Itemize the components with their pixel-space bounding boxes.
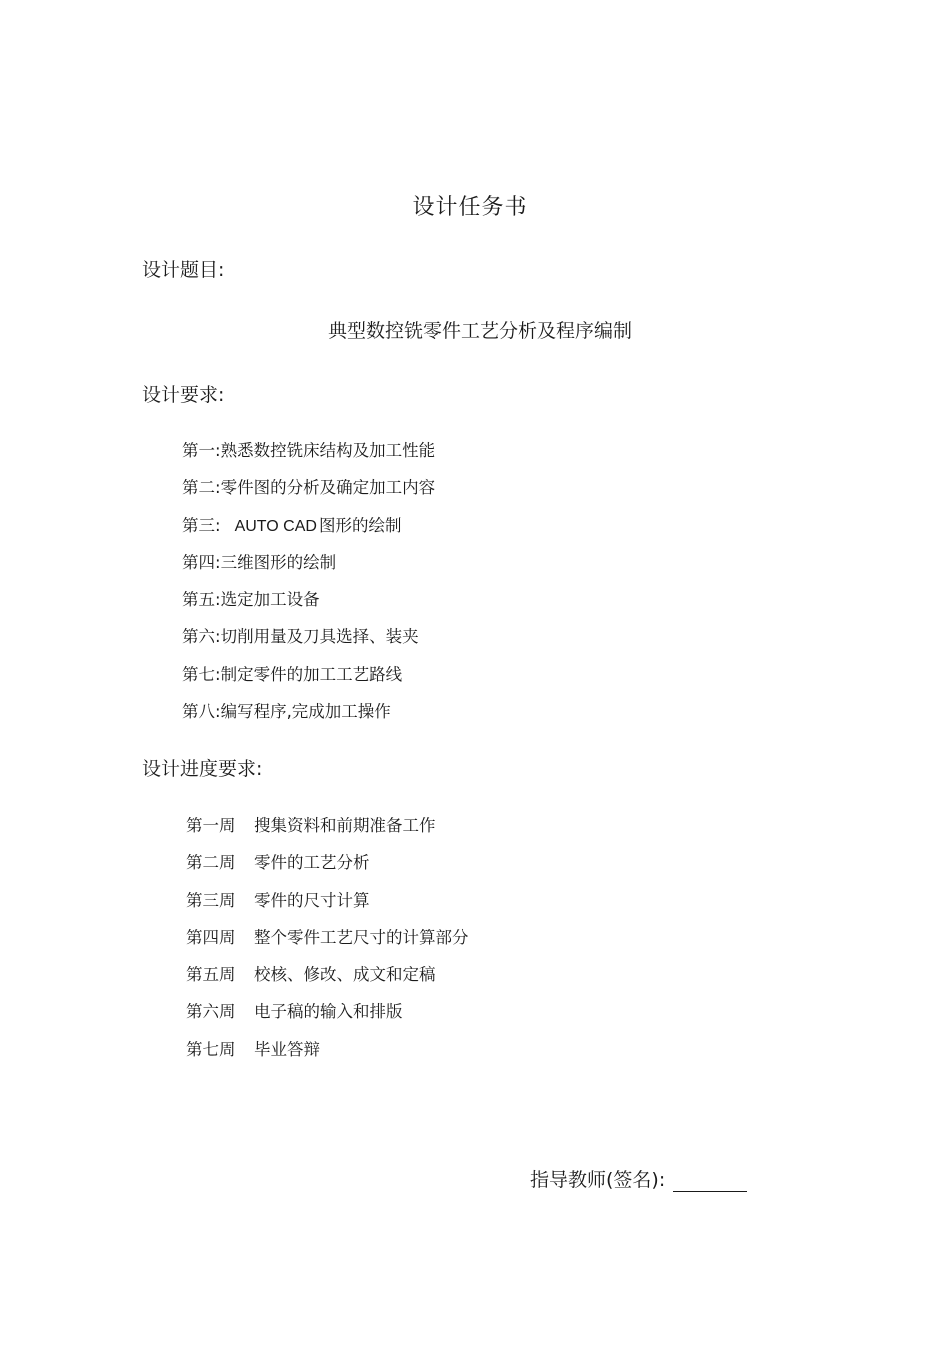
requirement-text: 制定零件的加工工艺路线: [220, 664, 403, 684]
schedule-task: 零件的工艺分析: [254, 853, 370, 873]
requirement-item: [182, 512, 435, 549]
requirements-heading: 设计要求:: [142, 384, 225, 406]
schedule-heading: 设计进度要求:: [142, 758, 263, 780]
schedule-task: 整个零件工艺尺寸的计算部分: [254, 927, 469, 947]
requirement-item: [182, 586, 435, 623]
requirement-label: 第一:: [182, 441, 221, 460]
requirement-label: 第三:: [182, 515, 221, 535]
schedule-item: [186, 812, 469, 849]
schedule-item: [186, 1036, 469, 1073]
requirement-item: [182, 474, 435, 511]
requirement-text: 选定加工设备: [220, 590, 320, 610]
schedule-week: 第一周: [186, 816, 236, 835]
requirement-text: 图形的绘制: [318, 515, 402, 535]
requirements-list: [182, 437, 435, 735]
requirement-label: 第八:: [182, 702, 221, 722]
schedule-item: [186, 998, 469, 1035]
schedule-list: [186, 812, 469, 1073]
document-title: 设计任务书: [412, 195, 528, 220]
schedule-week: 第四周: [186, 927, 236, 947]
signature-line[interactable]: [673, 1171, 747, 1192]
requirement-label: 第二:: [182, 478, 221, 498]
requirement-item: [182, 698, 435, 735]
requirement-label: 第五:: [182, 590, 221, 610]
schedule-week: 第六周: [186, 1002, 236, 1022]
requirement-item: [182, 437, 435, 474]
schedule-task: 零件的尺寸计算: [254, 890, 370, 910]
advisor-signature: [530, 1165, 747, 1192]
requirement-item: [182, 661, 435, 698]
schedule-task: 电子稿的输入和排版: [254, 1002, 403, 1022]
schedule-task: 搜集资料和前期准备工作: [254, 816, 436, 835]
schedule-task: 毕业答辩: [254, 1039, 320, 1059]
schedule-week: 第三周: [186, 890, 236, 910]
requirement-text: 切削用量及刀具选择、装夹: [220, 627, 419, 647]
design-topic: 典型数控铣零件工艺分析及程序编制: [327, 320, 632, 342]
signature-label: 指导教师(签名):: [530, 1169, 666, 1191]
requirement-text: 编写程序,完成加工操作: [220, 702, 391, 722]
requirement-item: [182, 549, 435, 586]
schedule-week: 第二周: [186, 853, 236, 873]
schedule-week: 第五周: [186, 965, 236, 985]
requirement-item: [182, 623, 435, 660]
requirement-text: 熟悉数控铣床结构及加工性能: [220, 441, 436, 460]
schedule-item: [186, 961, 469, 998]
schedule-item: [186, 887, 469, 924]
schedule-item: [186, 924, 469, 961]
schedule-task: 校核、修改、成文和定稿: [254, 965, 436, 985]
requirement-label: 第六:: [182, 627, 221, 647]
topic-heading: 设计题目:: [142, 259, 225, 281]
requirement-label: 第七:: [182, 664, 221, 684]
requirement-text: 三维图形的绘制: [220, 552, 337, 572]
requirement-latin-text: AUTO CAD: [234, 517, 317, 535]
requirement-text: 零件图的分析及确定加工内容: [220, 478, 436, 498]
schedule-week: 第七周: [186, 1039, 236, 1059]
requirement-label: 第四:: [182, 552, 221, 572]
schedule-item: [186, 849, 469, 886]
